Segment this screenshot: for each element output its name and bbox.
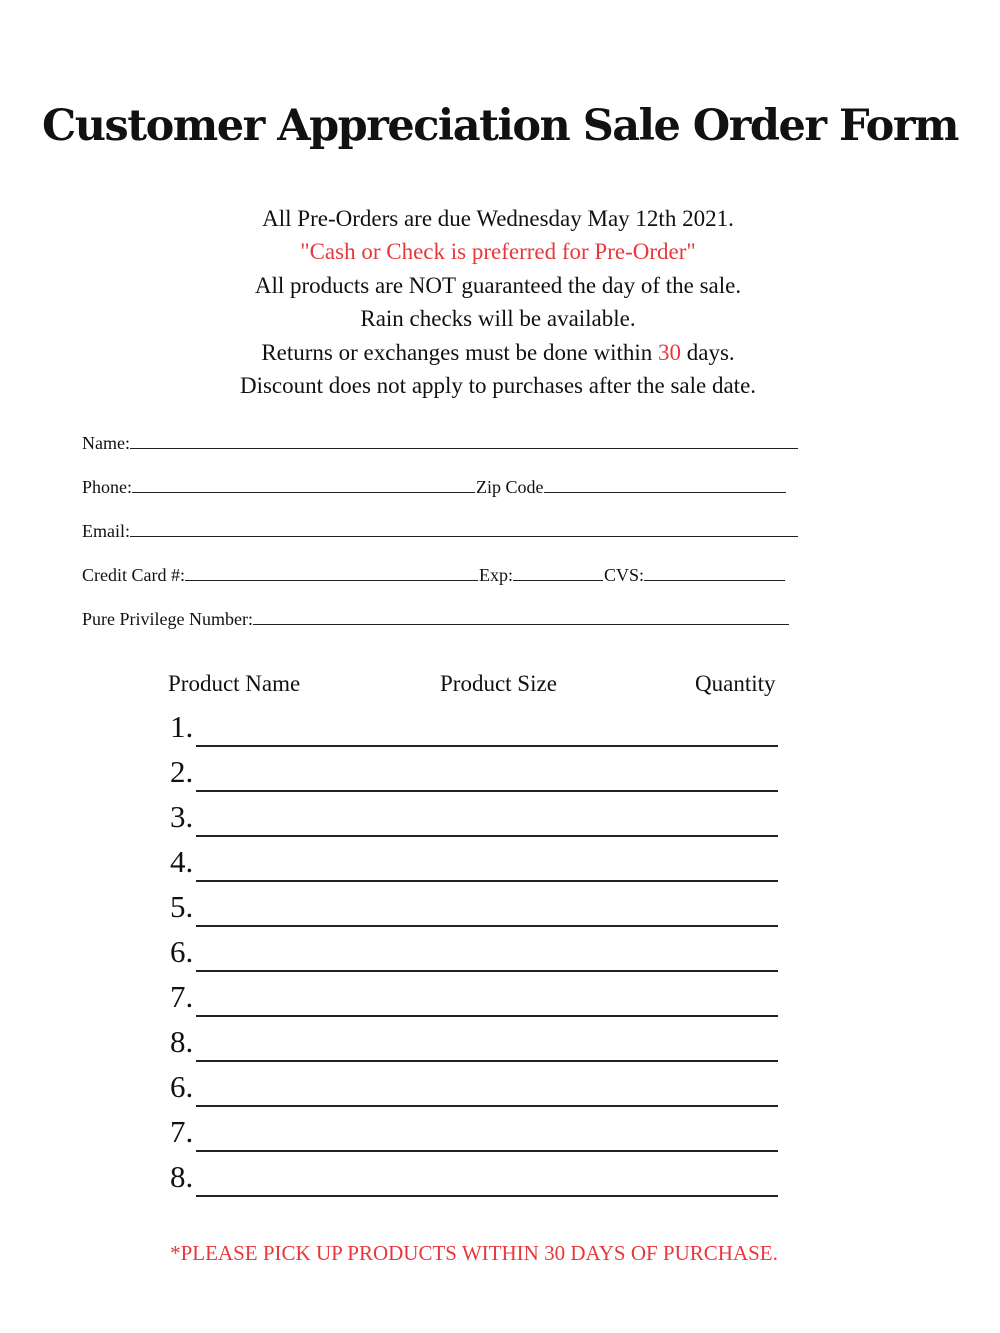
credit-card-field-row xyxy=(82,562,786,588)
returns-notice xyxy=(0,336,996,369)
cvs-label: CVS: xyxy=(603,565,645,585)
row-number: 1. xyxy=(170,709,194,744)
zip-code-field[interactable] xyxy=(544,474,786,493)
product-entry-line[interactable] xyxy=(196,1114,778,1152)
row-number: 8. xyxy=(170,1159,194,1194)
row-number: 8. xyxy=(170,1024,194,1059)
product-row xyxy=(170,1017,790,1062)
notice-block xyxy=(0,202,996,402)
cvs-field[interactable] xyxy=(644,562,785,581)
privilege-number-label: Pure Privilege Number: xyxy=(82,609,253,629)
returns-days-number: 30 xyxy=(658,339,681,365)
product-row xyxy=(170,1107,790,1152)
discount-notice: Discount does not apply to purchases after the sale date. xyxy=(239,373,757,399)
guarantee-notice: All products are NOT guaranteed the day of the sale. xyxy=(254,272,742,298)
product-entry-line[interactable] xyxy=(196,1159,778,1197)
credit-card-label: Credit Card #: xyxy=(82,565,185,585)
product-entry-line[interactable] xyxy=(196,799,778,837)
row-number: 6. xyxy=(170,934,194,969)
product-row xyxy=(170,882,790,927)
product-row xyxy=(170,1062,790,1107)
row-number: 7. xyxy=(170,979,194,1014)
product-rows xyxy=(170,702,790,1197)
product-entry-line[interactable] xyxy=(196,1024,778,1062)
product-row xyxy=(170,747,790,792)
product-entry-line[interactable] xyxy=(196,844,778,882)
product-row xyxy=(170,702,790,747)
exp-field[interactable] xyxy=(513,562,603,581)
product-entry-line[interactable] xyxy=(196,934,778,972)
product-entry-line[interactable] xyxy=(196,979,778,1017)
row-number: 3. xyxy=(170,799,194,834)
email-field[interactable] xyxy=(130,518,798,537)
exp-label: Exp: xyxy=(478,565,513,585)
product-entry-line[interactable] xyxy=(196,709,778,747)
product-entry-line[interactable] xyxy=(196,889,778,927)
due-date-notice: All Pre-Orders are due Wednesday May 12th 2021. xyxy=(262,206,734,231)
phone-field-row xyxy=(82,474,787,500)
product-size-header: Product Size xyxy=(440,671,557,696)
row-number: 2. xyxy=(170,754,194,789)
name-label: Name: xyxy=(82,433,130,453)
quantity-header: Quantity xyxy=(695,671,776,696)
product-entry-line[interactable] xyxy=(196,754,778,792)
phone-label: Phone: xyxy=(82,477,133,497)
returns-notice-text: Returns or exchanges must be done within xyxy=(261,339,658,365)
rain-check-notice: Rain checks will be available. xyxy=(360,306,636,332)
product-row xyxy=(170,972,790,1017)
row-number: 5. xyxy=(170,889,194,924)
pickup-reminder: *PLEASE PICK UP PRODUCTS WITHIN 30 DAYS OF PURCHASE. xyxy=(170,1241,778,1265)
payment-preference-notice: "Cash or Check is preferred for Pre-Order" xyxy=(300,239,696,265)
product-row xyxy=(170,1152,790,1197)
product-name-header: Product Name xyxy=(168,671,301,696)
row-number: 4. xyxy=(170,844,194,879)
privilege-number-field[interactable] xyxy=(253,606,789,625)
product-row xyxy=(170,927,790,972)
privilege-field-row xyxy=(82,606,790,632)
email-label: Email: xyxy=(82,521,130,541)
credit-card-field[interactable] xyxy=(185,562,478,581)
name-field[interactable] xyxy=(130,430,798,449)
row-number: 6. xyxy=(170,1069,194,1104)
product-entry-line[interactable] xyxy=(196,1069,778,1107)
phone-field[interactable] xyxy=(132,474,475,493)
zip-code-label: Zip Code xyxy=(476,477,544,497)
row-number: 7. xyxy=(170,1114,194,1149)
name-field-row xyxy=(82,430,799,456)
page-title: Customer Appreciation Sale Order Form xyxy=(42,101,958,151)
email-field-row xyxy=(82,518,799,544)
product-row xyxy=(170,837,790,882)
product-row xyxy=(170,792,790,837)
returns-notice-suffix: days. xyxy=(681,339,735,365)
